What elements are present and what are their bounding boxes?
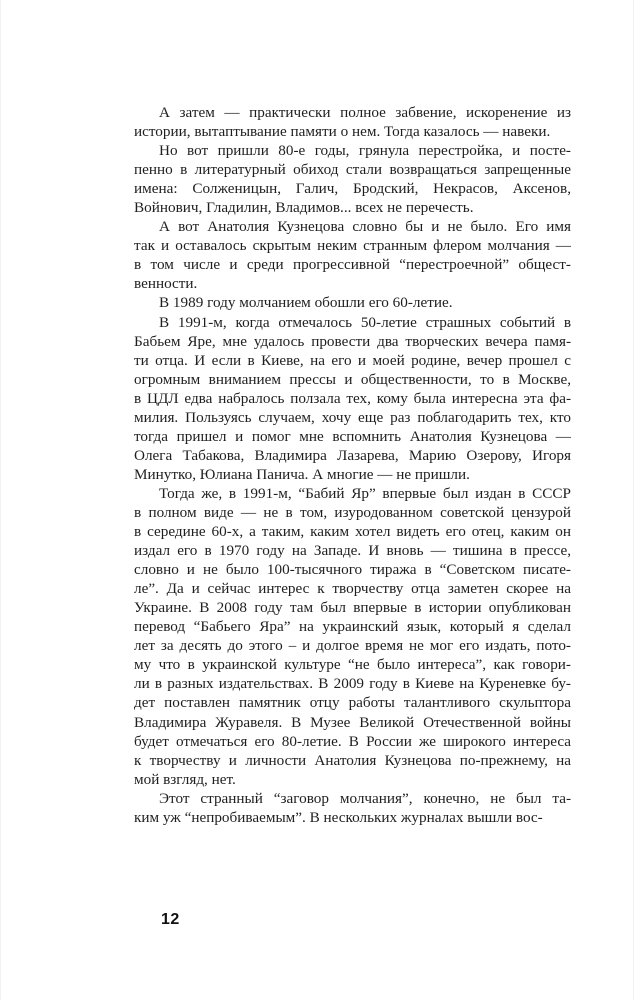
text-line: огромным вниманием прессы и общественности, то в Москве,	[134, 370, 571, 388]
paragraph	[134, 293, 571, 312]
text-line: ким уж “непробиваемым”. В нескольких журналах вышли вос-	[134, 808, 543, 826]
text-line: венности.	[134, 275, 198, 293]
text-line: в том числе и среди прогрессивной “перестроечной” общест-	[134, 256, 571, 274]
text-line: А вот Анатолия Кузнецова словно бы и не было. Его имя	[159, 218, 571, 236]
paragraph	[134, 103, 571, 141]
paragraph	[134, 484, 571, 789]
text-line: ле”. Да и сейчас интерес к творчеству отца заметен скорее на	[134, 580, 571, 598]
text-line: в середине 60-х, а таким, каким хотел видеть его отец, каким он	[134, 523, 571, 541]
text-line: в ЦДЛ едва набралось ползала тех, кому была интересна эта фа-	[134, 389, 571, 407]
text-line: перевод “Бабьего Яра” на украинский язык, который я сделал	[134, 618, 571, 636]
page-number: 12	[161, 911, 180, 928]
text-line: Войнович, Гладилин, Владимов... всех не перечесть.	[134, 199, 474, 217]
text-line: Украине. В 2008 году там был впервые в истории опубликован	[134, 599, 571, 617]
text-line: словно и не было 100-тысячного тиража в “Советском писате-	[134, 561, 571, 579]
text-line: Владимира Журавеля. В Музее Великой Отечественной войны	[134, 713, 571, 731]
text-line: В 1991-м, когда отмечалось 50-летие страшных событий в	[159, 313, 571, 331]
text-line: Тогда же, в 1991-м, “Бабий Яр” впервые был издан в СССР	[159, 484, 571, 502]
text-line: му что в украинской культуре “не было интереса”, как говори-	[134, 656, 571, 674]
paragraph	[134, 313, 571, 484]
text-line: лет за десять до этого – и долгое время не мог его издать, пото-	[134, 637, 571, 655]
text-line: А затем — практически полное забвение, искоренение из	[159, 104, 571, 121]
text-line: в полном виде — не в том, изуродованном советской цензурой	[134, 503, 571, 521]
text-line: Но вот пришли 80-е годы, грянула перестройка, и посте-	[159, 142, 571, 160]
text-line: ти отца. И если в Киеве, на его и моей родине, вечер прошел с	[134, 351, 571, 369]
text-line: истории, вытаптывание памяти о нем. Тогда казалось — навеки.	[134, 123, 551, 141]
text-line: имена: Солженицын, Галич, Бродский, Некрасов, Аксенов,	[134, 180, 571, 198]
text-line: ли в разных издательствах. В 2009 году в Киеве на Куреневке бу-	[134, 675, 571, 693]
text-line: Олега Табакова, Владимира Лазарева, Марию Озерову, Игоря	[134, 446, 571, 464]
text-line: пенно в литературный обиход стали возвращаться запрещенные	[134, 161, 571, 179]
text-line: будет отмечаться его 80-летие. В России же широкого интереса	[134, 732, 571, 750]
paragraph	[134, 789, 571, 827]
text-line: к творчеству и личности Анатолия Кузнецова по-прежнему, на	[134, 751, 571, 769]
paragraph	[134, 217, 571, 293]
text-line: издал его в 1970 году на Западе. И вновь — тишина в прессе,	[134, 542, 571, 560]
text-line: так и оставалось скрытым неким странным флером молчания —	[134, 237, 571, 255]
text-line: В 1989 году молчанием обошли его 60-летие.	[159, 294, 453, 312]
text-line: мой взгляд, нет.	[134, 770, 236, 788]
text-line: милия. Пользуясь случаем, хочу еще раз поблагодарить тех, кто	[134, 408, 571, 426]
text-line: Этот странный “заговор молчания”, конечно, не был та-	[159, 789, 571, 807]
text-line: дет поставлен памятник отцу работы талантливого скульптора	[134, 694, 571, 712]
text-line: Минутко, Юлиана Панича. А многие — не пришли.	[134, 465, 470, 483]
text-block	[134, 103, 571, 827]
text-line: тогда пришел и помог мне вспомнить Анатолия Кузнецова —	[134, 427, 571, 445]
text-line: Бабьем Яре, мне удалось провести два творческих вечера памя-	[134, 332, 571, 350]
paragraph	[134, 141, 571, 217]
